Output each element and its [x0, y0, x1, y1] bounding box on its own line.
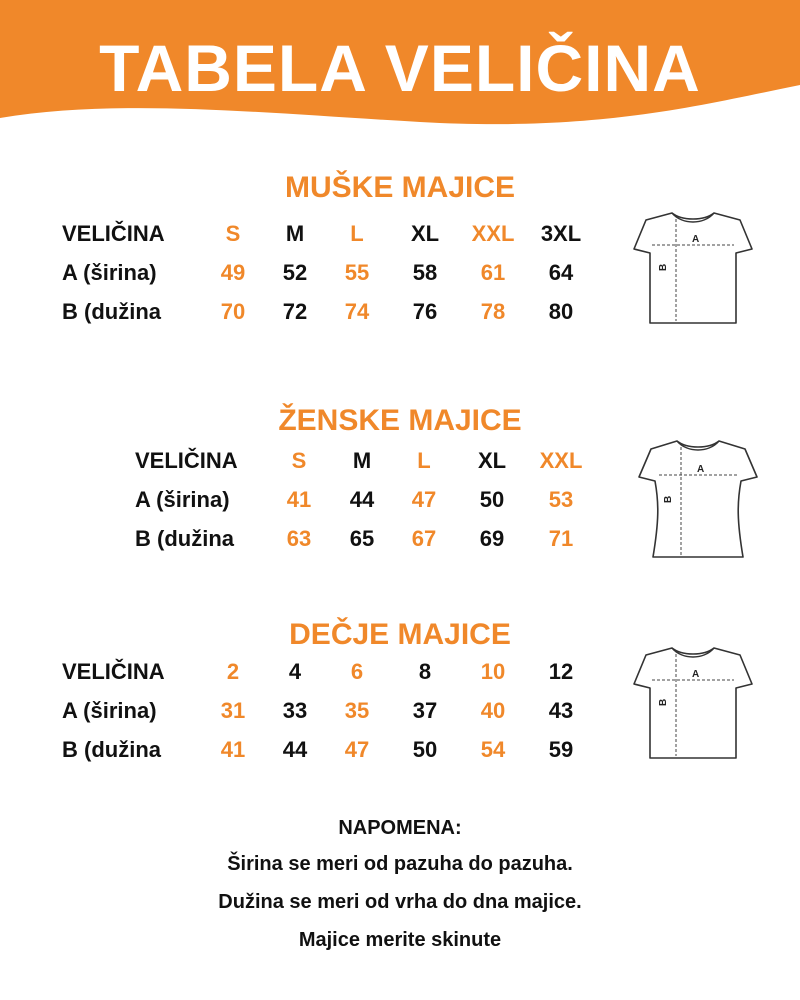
- table-cell: 72: [282, 298, 308, 324]
- table-cell: 54: [480, 736, 506, 762]
- table-cell: 3XL: [540, 220, 582, 246]
- table-cell: 8: [418, 658, 432, 684]
- table-cell: 40: [480, 697, 506, 723]
- section-title-kids: DEČJE MAJICE: [289, 618, 511, 651]
- row-label: A (širina): [62, 259, 157, 285]
- table-cell: 55: [344, 259, 370, 285]
- men-shirt-diagram-icon: [628, 205, 758, 330]
- table-cell: 41: [220, 736, 246, 762]
- shirt-label-b: B: [658, 698, 669, 706]
- table-cell: 61: [480, 259, 506, 285]
- row-label: B (dužina: [62, 736, 161, 762]
- shirt-label-a: A: [692, 234, 700, 245]
- table-cell: 74: [344, 298, 370, 324]
- table-cell: 69: [479, 525, 505, 551]
- table-cell: 70: [220, 298, 246, 324]
- table-cell: 80: [548, 298, 574, 324]
- row-label: VELIČINA: [62, 658, 165, 684]
- table-cell: XL: [477, 447, 507, 473]
- table-cell: 4: [288, 658, 302, 684]
- table-cell: M: [285, 220, 305, 246]
- note-line: Širina se meri od pazuha do pazuha.: [227, 853, 573, 875]
- table-row: [135, 519, 593, 558]
- page-title: TABELA VELIČINA: [99, 31, 701, 105]
- table-cell: XXL: [539, 447, 583, 473]
- row-label: VELIČINA: [135, 447, 238, 473]
- section-title-women: ŽENSKE MAJICE: [278, 404, 522, 437]
- table-cell: 10: [480, 658, 506, 684]
- shirt-label-b: B: [663, 495, 674, 503]
- table-cell: 50: [479, 486, 505, 512]
- row-label: A (širina): [135, 486, 230, 512]
- table-cell: 2: [226, 658, 240, 684]
- table-cell: 53: [548, 486, 574, 512]
- table-row: [62, 652, 598, 691]
- table-row: [62, 730, 598, 769]
- table-row: [135, 480, 593, 519]
- table-cell: 44: [282, 736, 308, 762]
- row-label: B (dužina: [62, 298, 161, 324]
- table-cell: 37: [412, 697, 438, 723]
- note-line: Dužina se meri od vrha do dna majice.: [218, 891, 582, 913]
- row-label: A (širina): [62, 697, 157, 723]
- table-cell: 50: [412, 736, 438, 762]
- size-table-kids: [62, 652, 598, 769]
- table-cell: 67: [411, 525, 437, 551]
- kids-shirt-diagram-icon: [628, 640, 758, 765]
- table-cell: L: [350, 220, 364, 246]
- size-table-women: [135, 441, 593, 558]
- table-cell: 41: [286, 486, 312, 512]
- table-cell: 31: [220, 697, 246, 723]
- table-cell: M: [352, 447, 372, 473]
- table-cell: 64: [548, 259, 574, 285]
- note-heading: NAPOMENA:: [338, 817, 462, 839]
- size-table-men: [62, 214, 598, 331]
- table-cell: 58: [412, 259, 438, 285]
- table-row: [62, 691, 598, 730]
- table-cell: S: [225, 220, 241, 246]
- row-label: B (dužina: [135, 525, 234, 551]
- women-shirt-diagram-icon: [633, 433, 763, 563]
- table-cell: 71: [548, 525, 574, 551]
- table-row: [62, 253, 598, 292]
- table-cell: 52: [282, 259, 308, 285]
- shirt-label-a: A: [692, 669, 700, 680]
- header-banner: [0, 0, 800, 140]
- row-label: VELIČINA: [62, 220, 165, 246]
- table-cell: 44: [349, 486, 375, 512]
- shirt-label-b: B: [658, 263, 669, 271]
- table-cell: 78: [480, 298, 506, 324]
- table-cell: L: [417, 447, 431, 473]
- table-row: [135, 441, 593, 480]
- table-cell: 63: [286, 525, 312, 551]
- table-cell: XXL: [471, 220, 515, 246]
- table-cell: 47: [411, 486, 437, 512]
- table-cell: 49: [220, 259, 246, 285]
- table-cell: 33: [282, 697, 308, 723]
- table-cell: 6: [350, 658, 364, 684]
- table-cell: 43: [548, 697, 574, 723]
- section-title-men: MUŠKE MAJICE: [284, 171, 516, 204]
- table-cell: XL: [410, 220, 440, 246]
- table-cell: 76: [412, 298, 438, 324]
- table-cell: 65: [349, 525, 375, 551]
- table-cell: 35: [344, 697, 370, 723]
- table-cell: 12: [548, 658, 574, 684]
- table-cell: 47: [344, 736, 370, 762]
- note-line: Majice merite skinute: [298, 929, 502, 951]
- shirt-label-a: A: [697, 464, 705, 475]
- table-cell: S: [291, 447, 307, 473]
- table-row: [62, 214, 598, 253]
- table-row: [62, 292, 598, 331]
- table-cell: 59: [548, 736, 574, 762]
